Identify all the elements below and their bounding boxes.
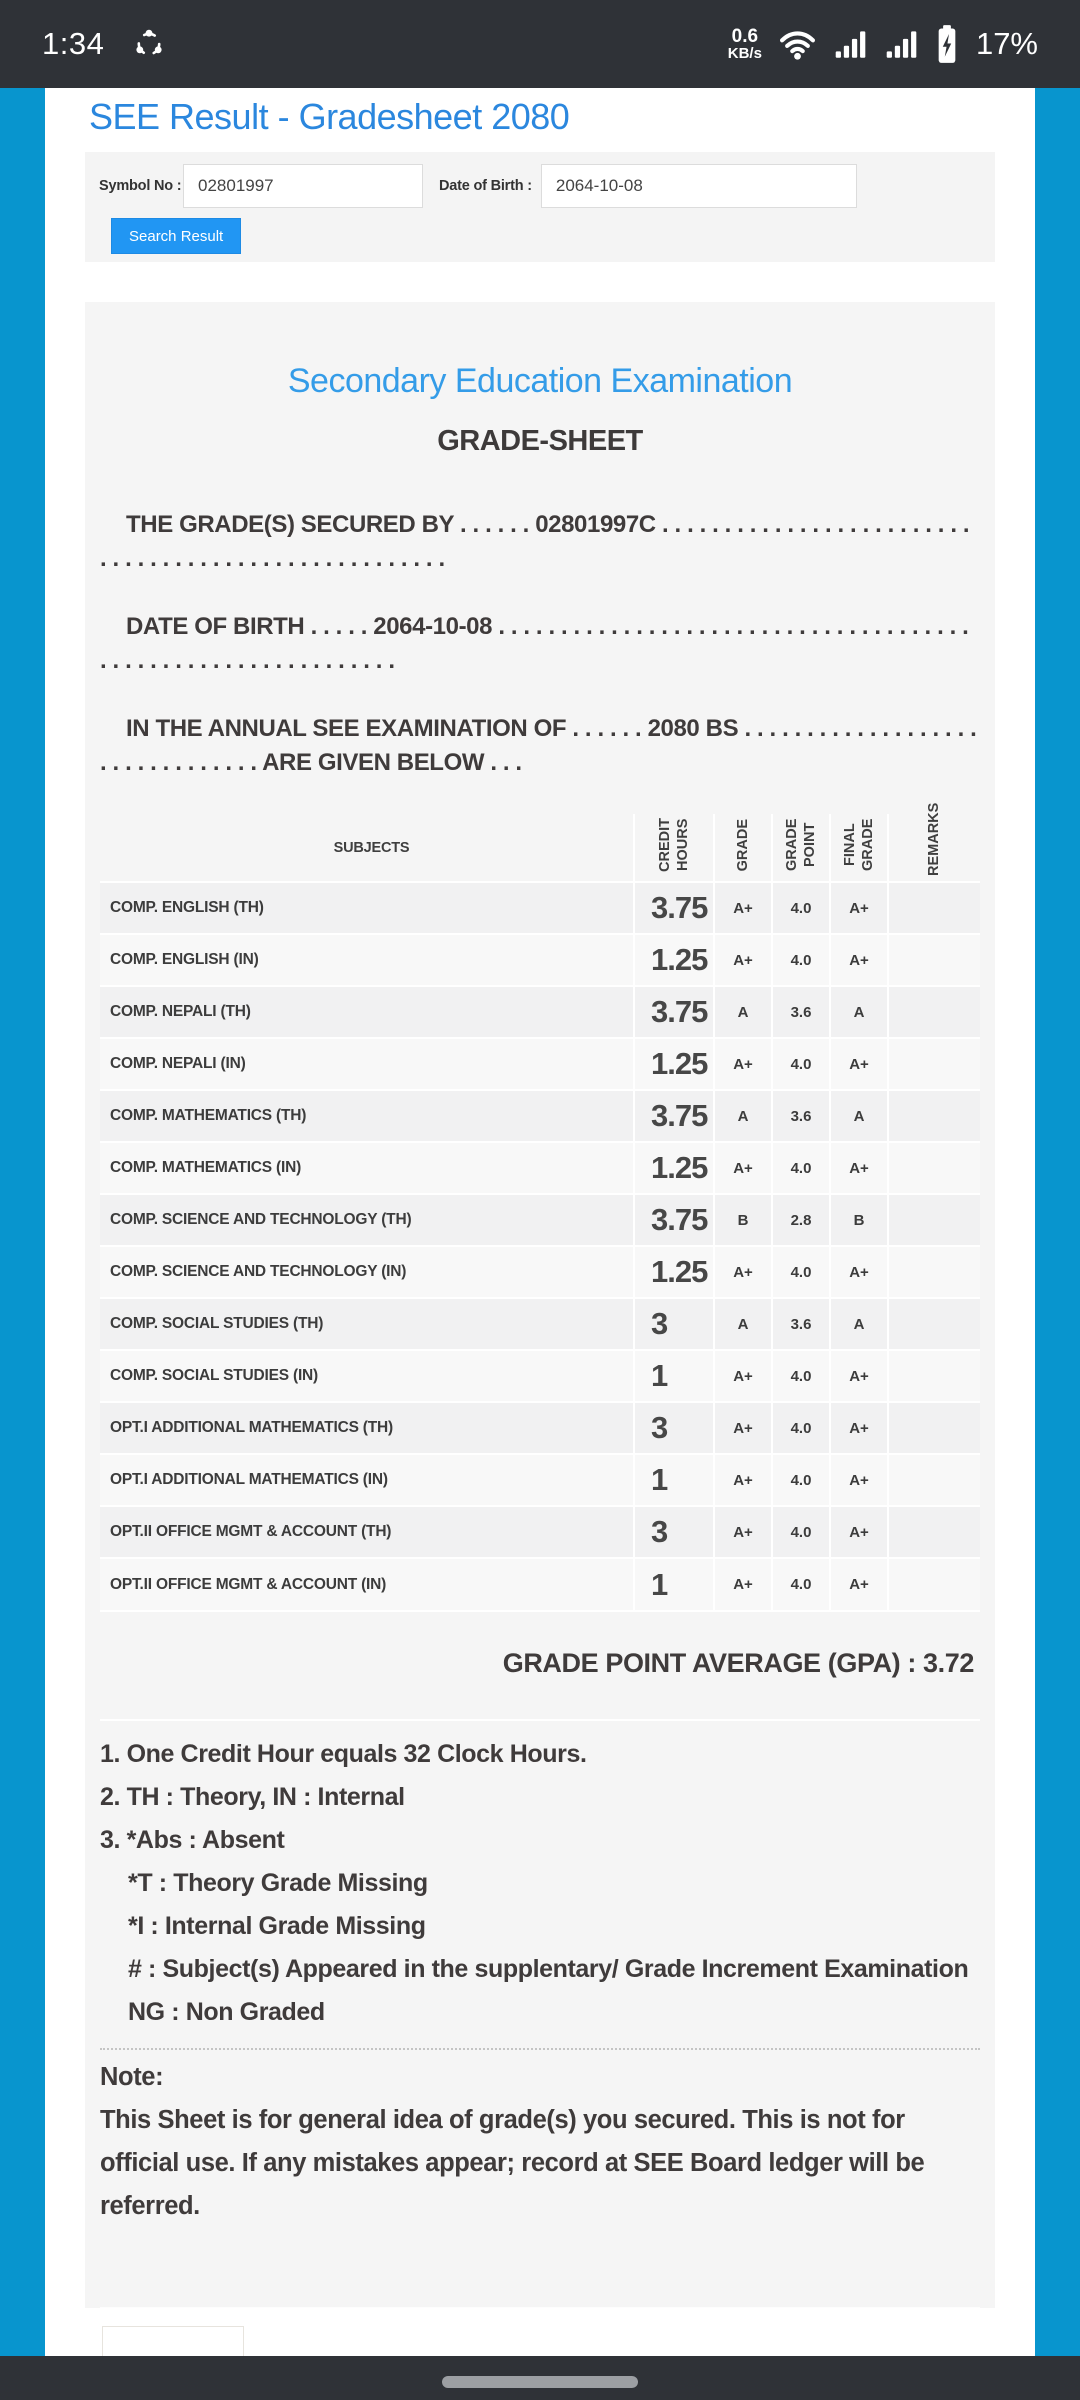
credit-hours-cell: 1.25 bbox=[634, 934, 714, 986]
network-speed bbox=[728, 27, 762, 62]
grade-cell: A+ bbox=[714, 1454, 772, 1506]
exam-heading: Secondary Education Examination bbox=[287, 362, 793, 400]
grade-point-cell: 2.8 bbox=[772, 1194, 830, 1246]
note-title: Note: bbox=[100, 2063, 164, 2091]
gradesheet-card bbox=[85, 302, 995, 2308]
grade-cell: B bbox=[714, 1194, 772, 1246]
final-grade-cell: A+ bbox=[830, 1142, 888, 1194]
remarks-cell bbox=[888, 1350, 980, 1402]
gpa-line: GRADE POINT AVERAGE (GPA) : 3.72 bbox=[100, 1610, 980, 1721]
grade-cell: A+ bbox=[714, 882, 772, 934]
table-row bbox=[100, 1506, 980, 1558]
table-row bbox=[100, 986, 980, 1038]
subject-cell: COMP. MATHEMATICS (TH) bbox=[100, 1090, 634, 1142]
grade-point-cell: 4.0 bbox=[772, 1402, 830, 1454]
grade-cell: A+ bbox=[714, 1402, 772, 1454]
grade-cell: A+ bbox=[714, 934, 772, 986]
symbol-no-input[interactable] bbox=[183, 164, 423, 208]
subject-cell: COMP. MATHEMATICS (IN) bbox=[100, 1142, 634, 1194]
network-speed-unit: KB/s bbox=[727, 45, 762, 63]
table-row bbox=[100, 1194, 980, 1246]
divider bbox=[100, 2048, 980, 2050]
remarks-cell bbox=[888, 1194, 980, 1246]
grade-point-cell: 4.0 bbox=[772, 1142, 830, 1194]
remarks-cell bbox=[888, 986, 980, 1038]
credit-hours-cell: 3.75 bbox=[634, 986, 714, 1038]
subject-cell: COMP. SCIENCE AND TECHNOLOGY (IN) bbox=[100, 1246, 634, 1298]
table-row bbox=[100, 1246, 980, 1298]
remarks-cell bbox=[888, 1298, 980, 1350]
remarks-cell bbox=[888, 1038, 980, 1090]
subject-cell: OPT.I ADDITIONAL MATHEMATICS (IN) bbox=[100, 1454, 634, 1506]
final-grade-cell: A+ bbox=[830, 1506, 888, 1558]
sync-icon bbox=[134, 29, 164, 59]
legend-item: *I : Internal Grade Missing bbox=[128, 1912, 426, 1940]
remarks-cell bbox=[888, 1558, 980, 1610]
legend-item: 1. One Credit Hour equals 32 Clock Hours. bbox=[100, 1740, 587, 1768]
table-row bbox=[100, 1090, 980, 1142]
credit-hours-header: CREDIT HOURS bbox=[634, 814, 714, 882]
subject-cell: COMP. ENGLISH (TH) bbox=[100, 882, 634, 934]
grade-point-cell: 3.6 bbox=[772, 1298, 830, 1350]
grade-point-cell: 3.6 bbox=[772, 986, 830, 1038]
final-grade-header: FINAL GRADE bbox=[830, 814, 888, 882]
final-grade-cell: A+ bbox=[830, 1350, 888, 1402]
grade-point-cell: 4.0 bbox=[772, 882, 830, 934]
legend-item: NG : Non Graded bbox=[128, 1998, 325, 2026]
exam-year-line: IN THE ANNUAL SEE EXAMINATION OF . . . . . . 2080 BS . . . . . . . . . . . . . . . . . . . . . . . . . . . . . . . . ARE GIVEN BELOW . . . bbox=[100, 715, 977, 776]
grade-point-header: GRADE POINT bbox=[772, 814, 830, 882]
table-row bbox=[100, 1142, 980, 1194]
table-row bbox=[100, 934, 980, 986]
grade-point-cell: 4.0 bbox=[772, 1350, 830, 1402]
remarks-cell bbox=[888, 1142, 980, 1194]
table-row bbox=[100, 1454, 980, 1506]
final-grade-cell: A bbox=[830, 986, 888, 1038]
credit-hours-cell: 1.25 bbox=[634, 1142, 714, 1194]
battery-charging-icon bbox=[935, 24, 959, 64]
grade-point-cell: 4.0 bbox=[772, 934, 830, 986]
table-row bbox=[100, 1558, 980, 1610]
grade-point-cell: 4.0 bbox=[772, 1246, 830, 1298]
grade-cell: A+ bbox=[714, 1246, 772, 1298]
credit-hours-cell: 3.75 bbox=[634, 882, 714, 934]
grade-point-cell: 4.0 bbox=[772, 1506, 830, 1558]
subject-cell: COMP. NEPALI (TH) bbox=[100, 986, 634, 1038]
gesture-nav-bar bbox=[0, 2356, 1080, 2400]
grade-cell: A bbox=[714, 986, 772, 1038]
secured-by-line: THE GRADE(S) SECURED BY . . . . . . 02801997C . . . . . . . . . . . . . . . . . . . . . . . . . . . . . . . . . . . . . . . . . . . . . . . . . . . . . bbox=[100, 511, 970, 572]
legend-item: 2. TH : Theory, IN : Internal bbox=[100, 1783, 405, 1811]
final-grade-cell: A+ bbox=[830, 1038, 888, 1090]
dob-line: DATE OF BIRTH . . . . . 2064-10-08 . . . . . . . . . . . . . . . . . . . . . . . . . . . . . . . . . . . . . . . . . . . . . . . . . . . . . . . . . . . . . . bbox=[100, 613, 969, 674]
symbol-no-label: Symbol No : bbox=[99, 178, 182, 194]
subject-cell: OPT.II OFFICE MGMT & ACCOUNT (IN) bbox=[100, 1558, 634, 1610]
final-grade-cell: A+ bbox=[830, 1558, 888, 1610]
remarks-cell bbox=[888, 1454, 980, 1506]
legend-item: # : Subject(s) Appeared in the supplentary/ Grade Increment Examination bbox=[128, 1955, 969, 1983]
table-row bbox=[100, 1350, 980, 1402]
card-bottom-spacer bbox=[100, 2228, 980, 2308]
gradesheet-heading: GRADE-SHEET bbox=[437, 425, 643, 457]
credit-hours-cell: 3 bbox=[634, 1506, 714, 1558]
grade-cell: A bbox=[714, 1298, 772, 1350]
credit-hours-cell: 3.75 bbox=[634, 1090, 714, 1142]
final-grade-cell: A+ bbox=[830, 1246, 888, 1298]
legend-item: 3. *Abs : Absent bbox=[100, 1826, 285, 1854]
legend-item: *T : Theory Grade Missing bbox=[128, 1869, 428, 1897]
grade-point-cell: 3.6 bbox=[772, 1090, 830, 1142]
search-form bbox=[85, 152, 995, 262]
note-body: This Sheet is for general idea of grade(s) you secured. This is not for official use. If any mistakes appear; record at SEE Board ledger will be referred. bbox=[100, 2106, 925, 2220]
final-grade-cell: A bbox=[830, 1298, 888, 1350]
table-row bbox=[100, 882, 980, 934]
note-section bbox=[100, 2056, 980, 2228]
search-result-button[interactable]: Search Result bbox=[111, 218, 241, 254]
wifi-icon bbox=[779, 29, 816, 60]
dob-input[interactable] bbox=[541, 164, 857, 208]
table-row bbox=[100, 1038, 980, 1090]
subject-cell: COMP. SOCIAL STUDIES (TH) bbox=[100, 1298, 634, 1350]
legend bbox=[100, 1733, 980, 2034]
table-row bbox=[100, 1402, 980, 1454]
remarks-cell bbox=[888, 1090, 980, 1142]
grade-cell: A+ bbox=[714, 1038, 772, 1090]
grade-point-cell: 4.0 bbox=[772, 1454, 830, 1506]
credit-hours-cell: 1 bbox=[634, 1558, 714, 1610]
remarks-header: REMARKS bbox=[888, 814, 980, 882]
subject-cell: OPT.II OFFICE MGMT & ACCOUNT (TH) bbox=[100, 1506, 634, 1558]
grades-table bbox=[100, 802, 980, 1610]
final-grade-cell: A+ bbox=[830, 1454, 888, 1506]
partial-bottom-button[interactable] bbox=[102, 2326, 244, 2356]
network-speed-value: 0.6 bbox=[731, 25, 759, 47]
credit-hours-cell: 1.25 bbox=[634, 1038, 714, 1090]
grade-point-cell: 4.0 bbox=[772, 1558, 830, 1610]
page-title: SEE Result - Gradesheet 2080 bbox=[89, 96, 570, 137]
remarks-cell bbox=[888, 934, 980, 986]
dob-label: Date of Birth : bbox=[439, 178, 532, 194]
grade-cell: A+ bbox=[714, 1142, 772, 1194]
subject-cell: COMP. NEPALI (IN) bbox=[100, 1038, 634, 1090]
remarks-cell bbox=[888, 1246, 980, 1298]
page-accent-right bbox=[1035, 88, 1080, 2356]
grade-cell: A+ bbox=[714, 1350, 772, 1402]
page-content bbox=[45, 88, 1035, 2356]
subject-cell: COMP. ENGLISH (IN) bbox=[100, 934, 634, 986]
remarks-cell bbox=[888, 882, 980, 934]
table-header-row bbox=[100, 814, 980, 882]
subject-cell: OPT.I ADDITIONAL MATHEMATICS (TH) bbox=[100, 1402, 634, 1454]
grade-cell: A+ bbox=[714, 1506, 772, 1558]
credit-hours-cell: 3.75 bbox=[634, 1194, 714, 1246]
final-grade-cell: B bbox=[830, 1194, 888, 1246]
final-grade-cell: A+ bbox=[830, 1402, 888, 1454]
final-grade-cell: A bbox=[830, 1090, 888, 1142]
grade-header: GRADE bbox=[714, 814, 772, 882]
status-time: 1:34 bbox=[42, 26, 105, 61]
final-grade-cell: A+ bbox=[830, 882, 888, 934]
table-row bbox=[100, 1298, 980, 1350]
subject-cell: COMP. SOCIAL STUDIES (IN) bbox=[100, 1350, 634, 1402]
signal-icon-sim2 bbox=[884, 28, 918, 60]
browser-page bbox=[0, 88, 1080, 2356]
battery-percent: 17% bbox=[975, 26, 1038, 61]
credit-hours-cell: 1 bbox=[634, 1350, 714, 1402]
credit-hours-cell: 1.25 bbox=[634, 1246, 714, 1298]
status-bar bbox=[0, 0, 1080, 88]
home-indicator[interactable] bbox=[442, 2376, 638, 2388]
signal-icon-sim1 bbox=[833, 28, 867, 60]
credit-hours-cell: 3 bbox=[634, 1298, 714, 1350]
subjects-header: SUBJECTS bbox=[100, 814, 634, 882]
remarks-cell bbox=[888, 1402, 980, 1454]
credit-hours-cell: 3 bbox=[634, 1402, 714, 1454]
subject-cell: COMP. SCIENCE AND TECHNOLOGY (TH) bbox=[100, 1194, 634, 1246]
grade-point-cell: 4.0 bbox=[772, 1038, 830, 1090]
remarks-cell bbox=[888, 1506, 980, 1558]
grade-cell: A bbox=[714, 1090, 772, 1142]
final-grade-cell: A+ bbox=[830, 934, 888, 986]
page-accent-left bbox=[0, 88, 45, 2356]
credit-hours-cell: 1 bbox=[634, 1454, 714, 1506]
grade-cell: A+ bbox=[714, 1558, 772, 1610]
